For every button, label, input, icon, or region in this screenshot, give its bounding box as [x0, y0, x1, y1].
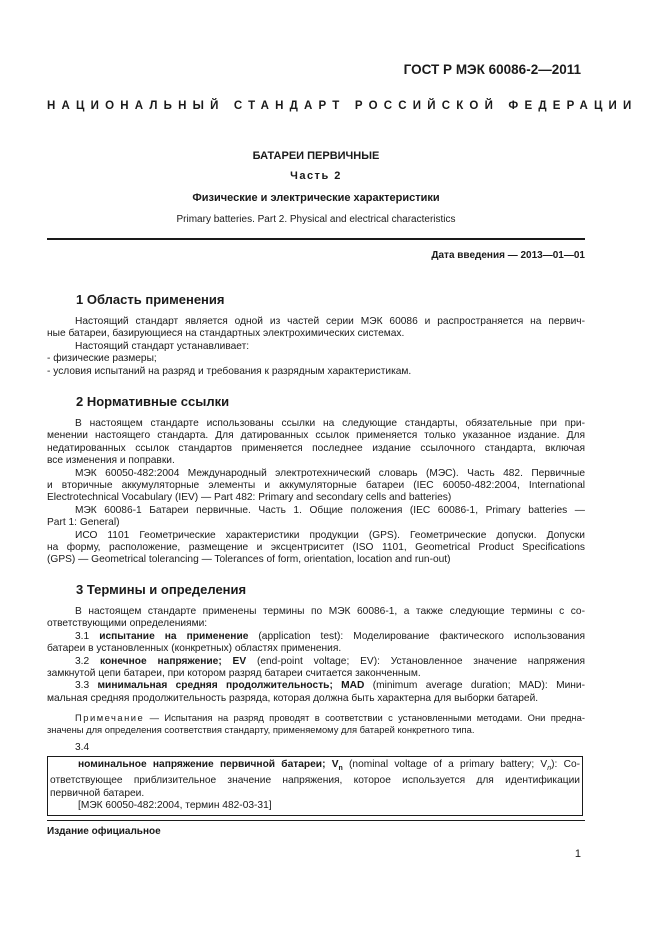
- term-3-1: испытание на применение: [99, 630, 249, 642]
- s1-item2: - условия испытаний на разряд и требования к разрядным характеристикам.: [47, 365, 412, 377]
- term-3-4-number-line: [47, 742, 585, 754]
- s2-ref1c: Electrotechnical Vocabulary (IEV) — Part 482: Primary and secondary cells and batteries): [47, 492, 452, 504]
- s3-p1a: В настоящем стандарте применены термины по МЭК 60086-1, а также следующие термины с со-: [75, 606, 585, 617]
- section-3-heading: 3 Термины и определения: [76, 582, 247, 597]
- s1-item1: - физические размеры;: [47, 353, 157, 365]
- title-part: Часть 2: [290, 170, 342, 182]
- term-3-4-rest2: ): Со-: [551, 759, 581, 770]
- note-line-2: значены для определения соответствия стандарту, применяемому для батарей конкретного типа.: [47, 724, 475, 735]
- term-3-3-cont: мальная средняя продолжительность разряда, которая должна быть характерна для выборки батарей.: [47, 692, 539, 704]
- term-3-1-cont: батареи в установленных (конкретных) областях применения.: [47, 643, 342, 655]
- note-label: Примечание: [75, 712, 145, 723]
- term-3-1-number: 3.1: [75, 630, 90, 642]
- term-3-4-number: 3.4: [75, 742, 90, 753]
- term-3-4-source: [МЭК 60050-482:2004, термин 482-03-31]: [78, 800, 272, 812]
- term-3-2-number: 3.2: [75, 655, 90, 667]
- term-3-4-rest1: (nominal voltage of a primary battery; V: [342, 759, 548, 770]
- section-1-body: [47, 316, 585, 378]
- term-3-4-subscript-2: n: [547, 765, 552, 773]
- title-divider: [47, 238, 585, 240]
- s2-p1c: недатированных ссылок стандартов применяется последнее издание ссылочного стандарта, включая: [47, 442, 585, 454]
- term-3-3-rest: (minimum average duration; MAD): Мини-: [364, 680, 585, 692]
- note-line-1: — Испытания на разряд проводят в соответствии с установленными методами. Они предна-: [144, 712, 585, 723]
- term-3-3-number: 3.3: [75, 680, 90, 692]
- s2-ref3c: (GPS) — Geometrical tolerancing — Tolerances of form, orientation, location and run-out): [47, 554, 451, 566]
- s1-p1b: ные батареи, базирующиеся на стандартных электрохимических системах.: [47, 328, 405, 340]
- s2-ref3b: на форму, расположение, размещение и эксцентриситет (ISO 1101, Geometrical Product Specifications: [47, 542, 585, 554]
- term-3-4-cont2: первичной батареи.: [50, 787, 145, 799]
- document-code: ГОСТ Р МЭК 60086-2—2011: [403, 62, 581, 77]
- title-subject: Физические и электрические характеристики: [192, 192, 440, 204]
- term-3-4-subscript: n: [338, 765, 343, 773]
- term-3-4-box: [47, 756, 583, 816]
- term-3-3: минимальная средняя продолжительность; MAD: [97, 680, 365, 692]
- national-standard-banner: НАЦИОНАЛЬНЫЙ СТАНДАРТ РОССИЙСКОЙ ФЕДЕРАЦИИ: [47, 100, 638, 112]
- term-3-2-cont: замкнутой цепи батареи, при котором разряд батареи считается законченным.: [47, 668, 421, 680]
- note-block: [47, 712, 585, 736]
- term-3-4-body: [48, 759, 582, 813]
- section-3-body: [47, 606, 585, 705]
- introduction-date: Дата введения — 2013—01—01: [431, 250, 585, 261]
- s2-ref1a: МЭК 60050-482:2004 Международный электротехнический словарь (МЭС). Часть 482. Первичные: [75, 467, 585, 479]
- s1-p1a: Настоящий стандарт является одной из частей серии МЭК 60086 и распространяется на первич-: [75, 316, 585, 327]
- section-2-heading: 2 Нормативные ссылки: [76, 394, 230, 409]
- section-1-heading: 1 Область применения: [76, 292, 225, 307]
- edition-label: Издание официальное: [47, 826, 161, 837]
- footer-divider: [47, 820, 585, 821]
- term-3-1-rest: (application test): Моделирование фактического использования: [248, 630, 585, 642]
- s2-p1d: все изменения и поправки.: [47, 455, 175, 467]
- term-3-2-rest: (end-point voltage; EV): Установленное значение напряжения: [246, 655, 585, 667]
- term-3-4: номинальное напряжение первичной батареи; V: [78, 759, 339, 770]
- s2-ref2b: Part 1: General): [47, 517, 120, 529]
- s3-p1b: ответствующими определениями:: [47, 618, 208, 630]
- title-main: БАТАРЕИ ПЕРВИЧНЫЕ: [252, 150, 380, 162]
- page-number: 1: [574, 848, 581, 860]
- term-3-4-cont: ответствующее приблизительное значение напряжения, которое используется для идентификации: [50, 775, 580, 787]
- term-3-2: конечное напряжение; EV: [99, 655, 247, 667]
- s2-ref1b: и вторичные аккумуляторные элементы и аккумуляторные батареи (IEC 60050-482:2004, International: [47, 480, 585, 492]
- s2-p1a: В настоящем стандарте использованы ссылки на следующие стандарты, обязательные при при-: [75, 418, 585, 429]
- s1-p2: Настоящий стандарт устанавливает:: [75, 340, 250, 352]
- s2-ref3a: ИСО 1101 Геометрические характеристики продукции (GPS). Геометрические допуски. Допуски: [75, 529, 585, 541]
- s2-p1b: менении настоящего стандарта. Для датированных ссылок применяется только указанное издание. Для: [47, 430, 585, 442]
- s2-ref2a: МЭК 60086-1 Батареи первичные. Часть 1. Общие положения (IEC 60086-1, Primary batteries —: [75, 504, 585, 516]
- title-english: Primary batteries. Part 2. Physical and electrical characteristics: [176, 214, 456, 225]
- section-2-body: [47, 418, 585, 567]
